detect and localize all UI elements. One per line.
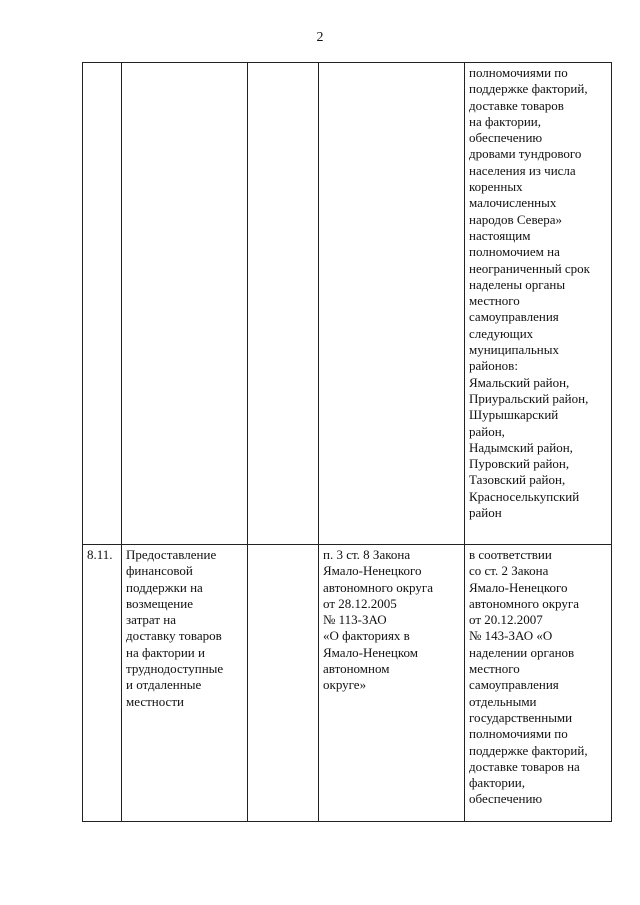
text-line: полномочиями по — [469, 726, 568, 742]
cell-number: 8.11. — [83, 545, 122, 822]
text-line: поддержки на — [126, 579, 203, 595]
text-line: доставке товаров — [469, 97, 564, 113]
cell-notes — [465, 63, 612, 545]
text-line: п. 3 ст. 8 Закона — [323, 547, 411, 562]
text-line: автономного округа — [323, 579, 433, 595]
text-line: на фактории и — [126, 644, 205, 660]
text-line: от 20.12.2007 — [469, 612, 543, 628]
text-line: настоящим — [469, 227, 531, 243]
cell-legal-basis — [319, 63, 465, 545]
text-line: со ст. 2 Закона — [469, 563, 549, 579]
text-line: Ямало-Ненецком — [323, 644, 418, 660]
text-line: обеспечению — [469, 130, 543, 146]
text-line: Тазовский район, — [469, 472, 566, 488]
text-line: на фактории, — [469, 113, 541, 129]
cell-empty — [248, 63, 319, 545]
text-line: Шурышкарский — [469, 407, 559, 423]
text-line: от 28.12.2005 — [323, 595, 397, 611]
text-line: Ямало-Ненецкого — [323, 563, 422, 579]
text-line: № 143-ЗАО «О — [469, 628, 553, 644]
text-line: районов: — [469, 358, 518, 374]
text-line: труднодоступные — [126, 661, 224, 677]
text-line: Приуральский район, — [469, 390, 589, 406]
text-line: Пуровский район, — [469, 456, 570, 472]
cell-power-name — [122, 545, 248, 822]
text-line: фактории, — [469, 775, 526, 791]
text-line: район — [469, 505, 502, 521]
text-line: местности — [126, 693, 184, 709]
text-line: «О факториях в — [323, 628, 410, 644]
text-line: и отдаленные — [126, 677, 202, 693]
text-line: дровами тундрового — [469, 146, 582, 162]
text-line: финансовой — [126, 563, 193, 579]
text-line: поддержке факторий, — [469, 742, 588, 758]
text-line: доставку товаров — [126, 628, 222, 644]
text-line: в соответствии — [469, 547, 552, 562]
text-line: Ямальский район, — [469, 374, 570, 390]
table-row — [83, 63, 612, 545]
cell-legal-basis — [319, 545, 465, 822]
text-line: народов Севера» — [469, 211, 563, 227]
text-line: округе» — [323, 677, 367, 693]
text-line: район, — [469, 423, 505, 439]
text-line: доставке товаров на — [469, 758, 580, 774]
page-number: 2 — [316, 30, 324, 45]
cell-notes — [465, 545, 612, 822]
text-line: Ямало-Ненецкого — [469, 579, 568, 595]
text-line: № 113-ЗАО — [323, 612, 387, 628]
text-line: следующих — [469, 325, 534, 341]
text-line: поддержке факторий, — [469, 81, 588, 97]
text-line: автономного округа — [469, 595, 579, 611]
text-line: самоуправления — [469, 677, 559, 693]
text-line: Предоставление — [126, 547, 217, 562]
text-line: наделении органов — [469, 644, 575, 660]
table-row — [83, 545, 612, 822]
text-line: полномочием на — [469, 244, 560, 260]
text-line: государственными — [469, 709, 573, 725]
text-line: местного — [469, 293, 520, 309]
text-line: наделены органы — [469, 276, 566, 292]
text-line: населения из числа — [469, 162, 576, 178]
text-line: малочисленных — [469, 195, 557, 211]
text-line: Красноселькупский — [469, 488, 580, 504]
text-line: местного — [469, 661, 520, 677]
cell-empty — [248, 545, 319, 822]
text-line: самоуправления — [469, 309, 559, 325]
text-line: автономном — [323, 661, 390, 677]
text-line: отдельными — [469, 693, 537, 709]
text-line: возмещение — [126, 595, 193, 611]
text-line: затрат на — [126, 612, 177, 628]
text-line: коренных — [469, 179, 523, 195]
cell-power-name — [122, 63, 248, 545]
text-line: неограниченный срок — [469, 260, 590, 276]
cell-number — [83, 63, 122, 545]
text-line: муниципальных — [469, 342, 560, 358]
text-line: полномочиями по — [469, 65, 568, 80]
powers-table — [82, 62, 612, 822]
text-line: Надымский район, — [469, 439, 573, 455]
text-line: обеспечению — [469, 791, 543, 807]
